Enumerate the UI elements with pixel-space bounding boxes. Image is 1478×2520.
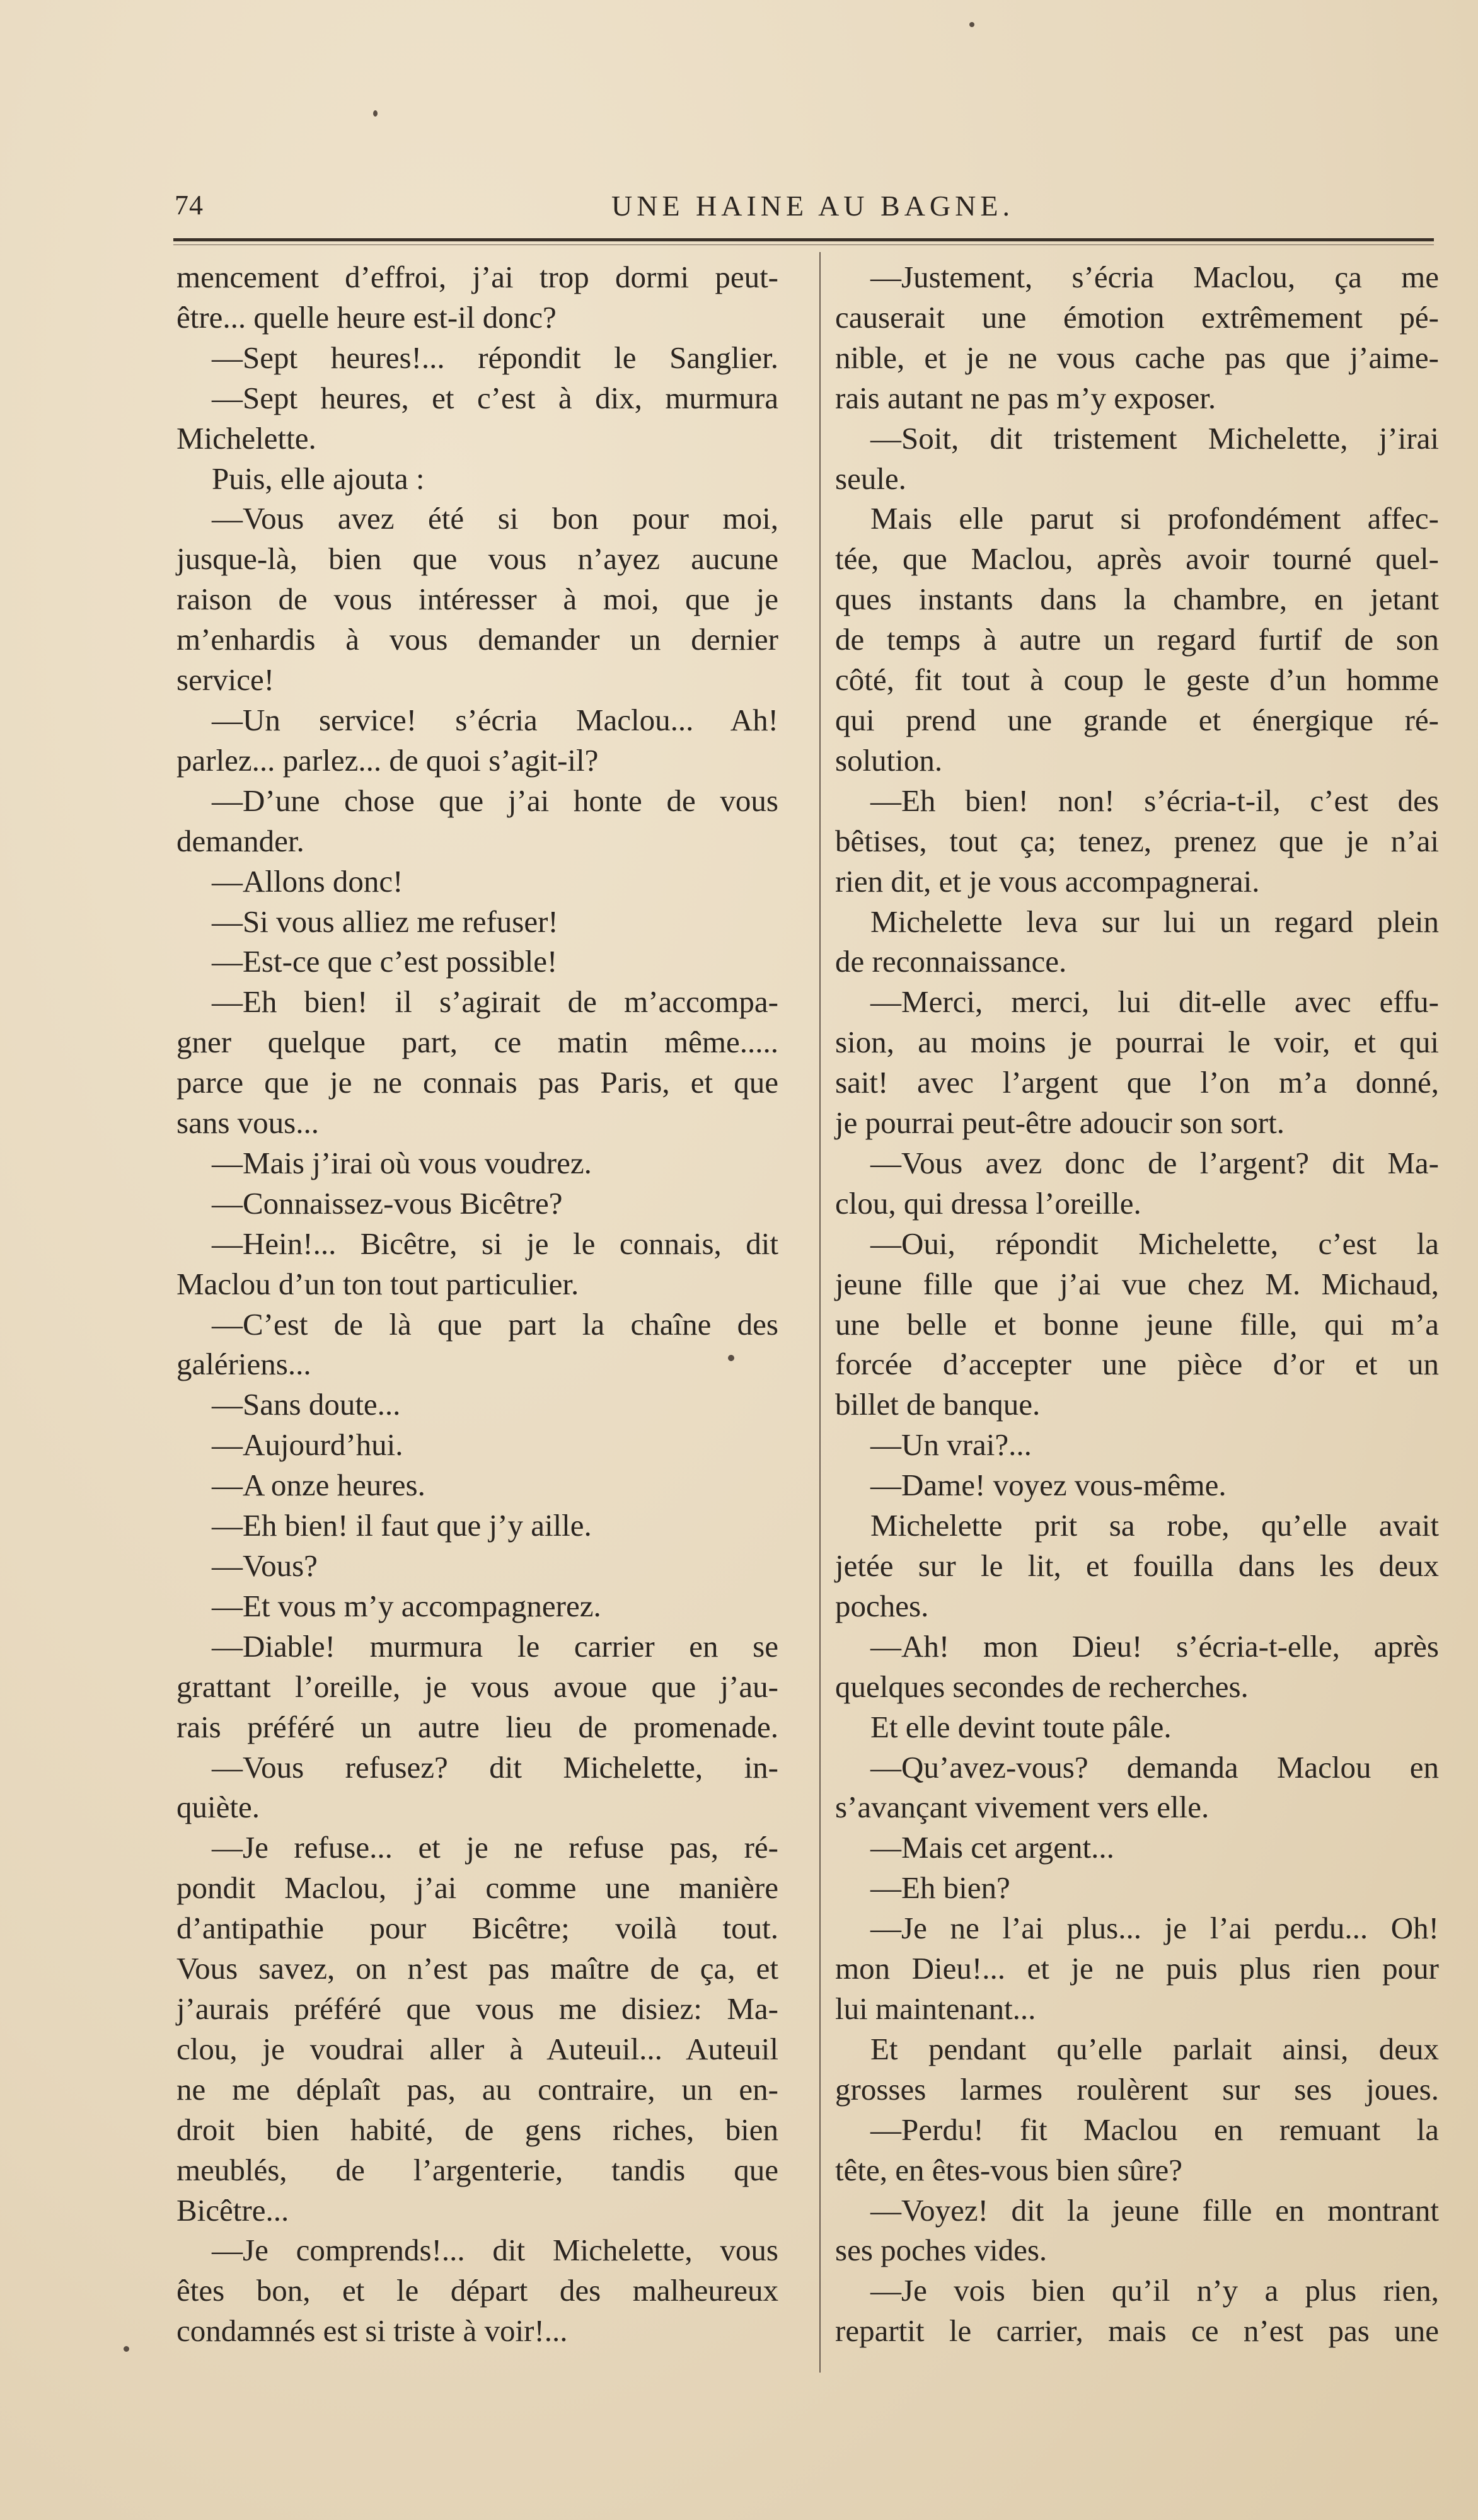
text-line: tête, en êtes-vous bien sûre? [835,2152,1183,2187]
text-line: Michelette. [176,420,316,456]
text-line: —Mais j’irai où vous voudrez. [212,1145,592,1180]
text-line: ques instants dans la chambre, en jetant [835,582,1439,617]
text-line: —Aujourd’hui. [212,1427,403,1463]
text-line: —Est-ce que c’est possible! [212,944,558,979]
text-line: s’avançant vivement vers elle. [835,1790,1210,1825]
text-line: rien dit, et je vous accompagnerai. [835,863,1260,899]
text-line: —Dame! voyez vous-même. [870,1468,1227,1503]
page-number: 74 [175,190,204,221]
text-line: —Soit, dit tristement Michelette, j’irai [870,420,1439,456]
text-line: jetée sur le lit, et fouilla dans les deux [835,1548,1439,1583]
text-line: être... quelle heure est-il donc? [176,299,557,335]
text-line: —Ah! mon Dieu! s’écria-t-elle, après [870,1628,1439,1664]
text-line: Maclou d’un ton tout particulier. [176,1266,579,1301]
text-line: j’aurais préféré que vous me disiez: Ma- [176,1991,778,2026]
text-line: —Vous refusez? dit Michelette, in- [212,1749,778,1785]
text-line: service! [176,662,275,698]
text-line: —Qu’avez-vous? demanda Maclou en [870,1749,1439,1785]
ink-speck [124,2346,129,2352]
text-line: côté, fit tout à coup le geste d’un homme [835,662,1439,698]
text-line: —Un vrai?... [870,1427,1032,1463]
text-line: pondit Maclou, j’ai comme une manière [176,1870,778,1906]
text-line: —Oui, répondit Michelette, c’est la [870,1226,1439,1261]
text-line: —Sans doute... [212,1387,401,1422]
text-line: de reconnaissance. [835,944,1067,979]
text-line: billet de banque. [835,1387,1041,1422]
text-line: de temps à autre un regard furtif de son [835,622,1439,657]
text-line: causerait une émotion extrêmement pé- [835,299,1439,335]
text-line: —Eh bien! il faut que j’y aille. [212,1508,592,1543]
text-line: poches. [835,1588,929,1623]
text-line: —Vous avez donc de l’argent? dit Ma- [870,1145,1439,1180]
text-line: —Merci, merci, lui dit-elle avec effu- [870,984,1439,1020]
text-line: —Eh bien! non! s’écria-t-il, c’est des [870,783,1439,818]
text-line: —Justement, s’écria Maclou, ça me [870,260,1439,294]
text-line: parlez... parlez... de quoi s’agit-il? [176,742,599,778]
text-line: sans vous... [176,1105,319,1141]
text-line: seule. [835,461,906,496]
text-line: Vous savez, on n’est pas maître de ça, et [176,1951,778,1986]
text-line: Et pendant qu’elle parlait ainsi, deux [870,2031,1439,2066]
text-line: forcée d’accepter une pièce d’or et un [835,1347,1439,1382]
text-line: ses poches vides. [835,2233,1048,2268]
text-line: Michelette leva sur lui un regard plein [870,904,1439,939]
text-line: —Je vois bien qu’il n’y a plus rien, [870,2273,1439,2308]
text-line: —A onze heures. [212,1468,425,1503]
text-line: êtes bon, et le départ des malheureux [176,2273,778,2308]
text-line: —Un service! s’écria Maclou... Ah! [212,702,778,737]
text-line: Bicêtre... [176,2192,289,2228]
text-line: —Connaissez-vous Bicêtre? [212,1185,563,1221]
text-line: —Sept heures!... répondit le Sanglier. [212,340,778,375]
text-line: grosses larmes roulèrent sur ses joues. [835,2071,1439,2107]
text-line: —Perdu! fit Maclou en remuant la [870,2112,1439,2147]
text-line: —Si vous alliez me refuser! [212,904,558,939]
text-line: galériens... [176,1347,311,1382]
text-line: —Hein!... Bicêtre, si je le connais, dit [212,1226,778,1261]
text-line: —Allons donc! [212,863,403,899]
text-line: tée, que Maclou, après avoir tourné quel- [835,541,1439,577]
ink-speck [373,110,378,117]
text-line: sion, au moins je pourrai le voir, et qui [835,1025,1439,1060]
text-line: parce que je ne connais pas Paris, et que [176,1065,778,1100]
text-line: —Vous avez été si bon pour moi, [212,501,778,536]
text-line: mon Dieu!... et je ne puis plus rien pour [835,1951,1439,1986]
text-line: rais autant ne pas m’y exposer. [835,380,1216,415]
text-line: clou, je voudrai aller à Auteuil... Auteuil [176,2031,778,2066]
text-line: Puis, elle ajouta : [212,461,425,496]
text-line: une belle et bonne jeune fille, qui m’a [835,1306,1439,1342]
text-line: sait! avec l’argent que l’on m’a donné, [835,1065,1439,1100]
text-line: Et elle devint toute pâle. [870,1709,1172,1744]
text-line: nible, et je ne vous cache pas que j’aime- [835,340,1439,375]
header-rule [173,238,1434,241]
text-line: ne me déplaît pas, au contraire, un en- [176,2071,778,2107]
text-line: raison de vous intéresser à moi, que je [176,582,778,617]
text-line: —Sept heures, et c’est à dix, murmura [212,380,778,415]
text-line: gner quelque part, ce matin même..... [176,1025,778,1060]
right-column [835,257,1439,2351]
text-line: quiète. [176,1790,260,1825]
text-line: lui maintenant... [835,1991,1036,2026]
text-line: —Voyez! dit la jeune fille en montrant [870,2192,1439,2228]
text-line: Mais elle parut si profondément affec- [870,501,1439,536]
text-line: —Eh bien? [870,1870,1010,1906]
text-line: —Je comprends!... dit Michelette, vous [212,2233,778,2268]
column-divider [819,252,821,2373]
text-line: —Eh bien! il s’agirait de m’accompa- [212,984,778,1020]
text-line: d’antipathie pour Bicêtre; voilà tout. [176,1911,778,1946]
text-line: —Et vous m’y accompagnerez. [212,1588,601,1623]
text-line: —Je refuse... et je ne refuse pas, ré- [212,1830,778,1865]
text-line: —Vous? [212,1548,318,1583]
text-line: droit bien habité, de gens riches, bien [176,2112,778,2147]
text-line: rais préféré un autre lieu de promenade. [176,1709,778,1744]
ink-speck [969,22,974,27]
text-line: —Mais cet argent... [870,1830,1114,1865]
text-line: condamnés est si triste à voir!... [176,2313,568,2349]
text-line: je pourrai peut-être adoucir son sort. [835,1105,1285,1141]
text-line: qui prend une grande et énergique ré- [835,702,1439,737]
running-title: UNE HAINE AU BAGNE. [611,190,1014,222]
text-line: demander. [176,823,304,858]
text-line: —C’est de là que part la chaîne des [212,1306,778,1342]
text-line: quelques secondes de recherches. [835,1669,1249,1704]
text-line: solution. [835,742,943,778]
text-line: mencement d’effroi, j’ai trop dormi peut- [176,260,778,294]
text-line: m’enhardis à vous demander un dernier [176,622,778,657]
text-line: bêtises, tout ça; tenez, prenez que je n’ai [835,823,1439,858]
text-line: clou, qui dressa l’oreille. [835,1185,1141,1221]
left-column [176,257,778,2351]
text-line: grattant l’oreille, je vous avoue que j’au- [176,1669,778,1704]
text-line: —Diable! murmura le carrier en se [212,1628,778,1664]
text-line: jeune fille que j’ai vue chez M. Michaud, [835,1266,1439,1301]
ink-speck [728,1355,734,1361]
text-line: repartit le carrier, mais ce n’est pas une [835,2313,1439,2349]
text-line: meublés, de l’argenterie, tandis que [176,2152,778,2187]
text-line: —D’une chose que j’ai honte de vous [212,783,778,818]
text-line: —Je ne l’ai plus... je l’ai perdu... Oh! [870,1911,1439,1946]
text-line: Michelette prit sa robe, qu’elle avait [870,1508,1439,1543]
text-line: jusque-là, bien que vous n’ayez aucune [176,541,778,577]
